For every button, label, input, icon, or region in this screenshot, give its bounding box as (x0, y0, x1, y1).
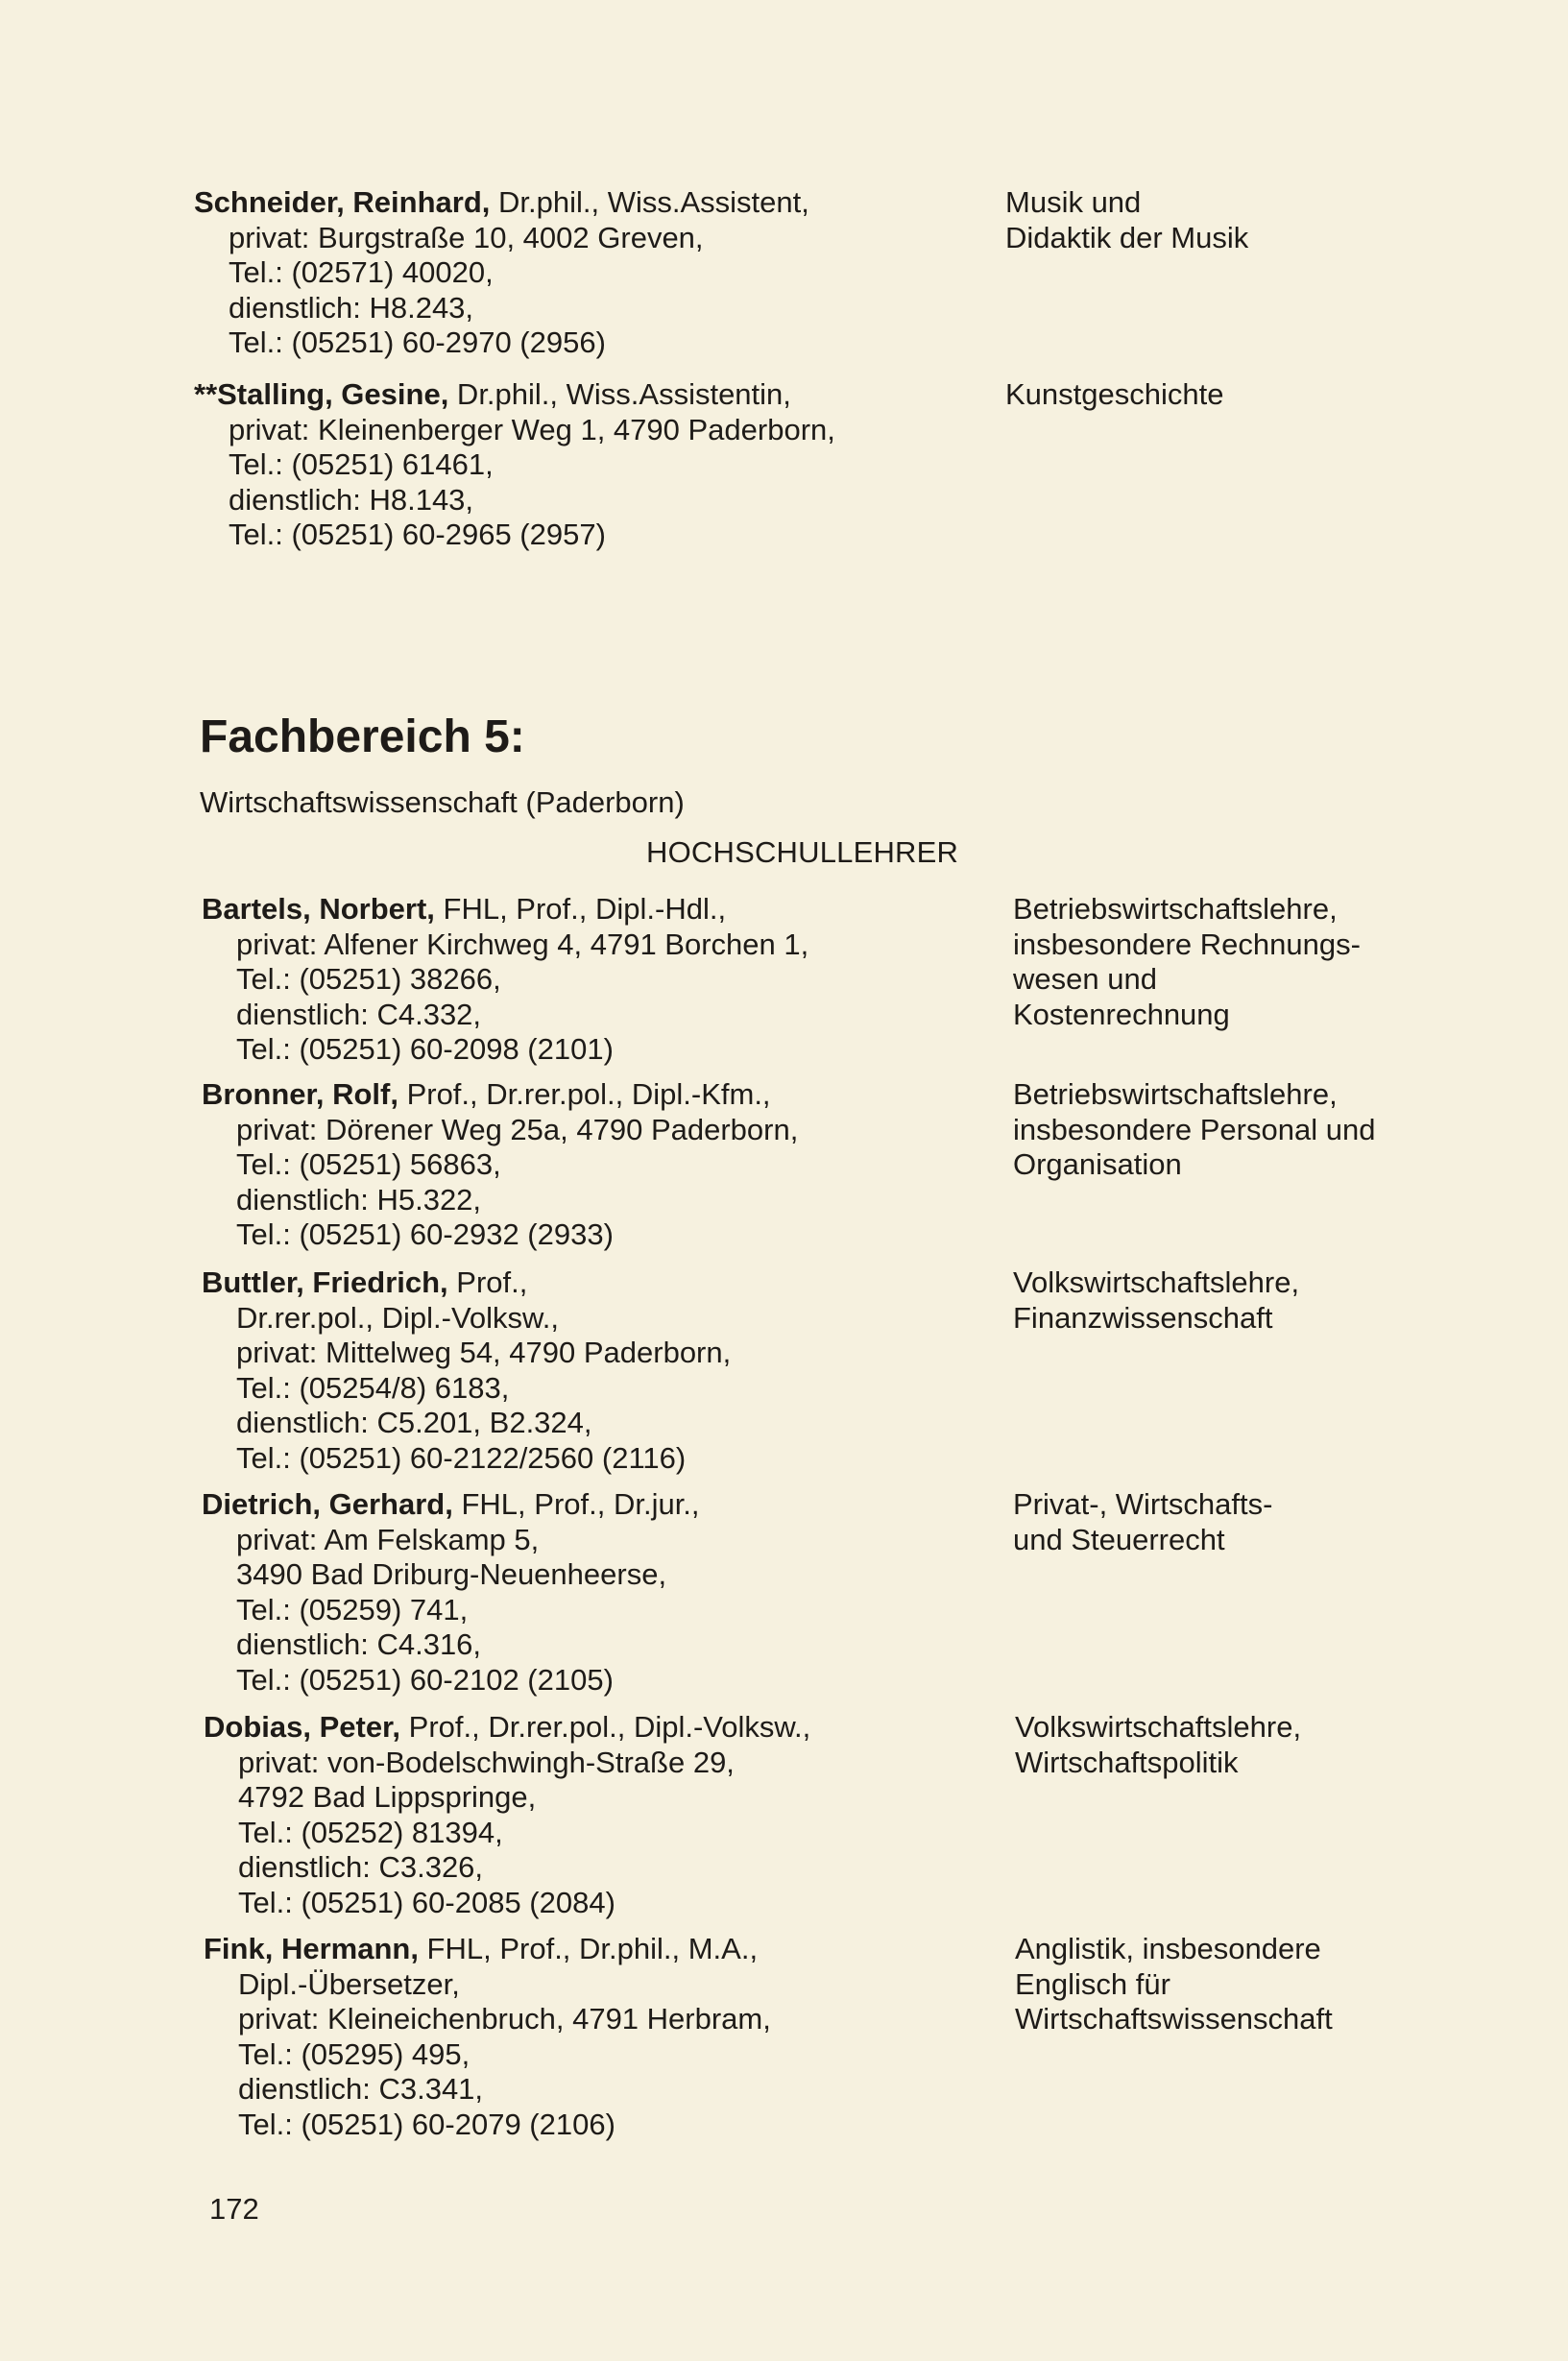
degree-line: Dipl.-Übersetzer, (238, 1966, 460, 2001)
office-phone-line: Tel.: (05251) 60-2085 (2084) (238, 1885, 615, 1919)
subject-area: Privat-, Wirtschafts- und Steuerrecht (1013, 1487, 1273, 1556)
office-line: dienstlich: C3.326, (238, 1850, 484, 1884)
subject-area: Volkswirtschaftslehre, Finanzwissenschaft (1013, 1265, 1300, 1335)
section-title: Fachbereich 5: (200, 711, 525, 762)
person-title: Dr.phil., Wiss.Assistentin, (448, 377, 791, 411)
person-block (204, 1710, 1049, 1920)
address-line: privat: Mittelweg 54, 4790 Paderborn, (236, 1336, 732, 1369)
address-line: privat: von-Bodelschwingh-Straße 29, (238, 1745, 735, 1779)
office-line: dienstlich: C5.201, B2.324, (236, 1406, 592, 1439)
name-line (202, 892, 1047, 928)
name-line (202, 1265, 1047, 1301)
person-name: Bronner, Rolf, (202, 1077, 398, 1111)
person-block (204, 1932, 1049, 2142)
person-block (194, 377, 1039, 553)
person-name: Buttler, Friedrich, (202, 1265, 448, 1299)
office-phone-line: Tel.: (05251) 60-2122/2560 (2116) (236, 1440, 687, 1475)
person-title: Prof., Dr.rer.pol., Dipl.-Kfm., (398, 1077, 771, 1111)
phone-line: Tel.: (05251) 56863, (236, 1147, 501, 1181)
subject-area: Kunstgeschichte (1005, 377, 1224, 411)
phone-line: Tel.: (02571) 40020, (229, 255, 494, 289)
name-line (202, 1487, 1047, 1523)
person-block (202, 1487, 1047, 1698)
name-line (204, 1710, 1049, 1746)
person-name: Fink, Hermann, (204, 1932, 419, 1965)
name-line (204, 1932, 1049, 1967)
person-name: **Stalling, Gesine, (194, 377, 449, 411)
address-line: privat: Burgstraße 10, 4002 Greven, (229, 220, 704, 254)
person-name: Bartels, Norbert, (202, 892, 435, 926)
person-block (194, 185, 1039, 361)
person-block (202, 1077, 1047, 1253)
name-line (194, 185, 1039, 221)
person-name: Dobias, Peter, (204, 1710, 401, 1744)
phone-line: Tel.: (05259) 741, (236, 1592, 469, 1626)
office-line: dienstlich: C3.341, (238, 2072, 484, 2106)
phone-line: Tel.: (05254/8) 6183, (236, 1370, 510, 1405)
phone-line: Tel.: (05295) 495, (238, 2036, 470, 2071)
city-line: 3490 Bad Driburg-Neuenheerse, (236, 1557, 667, 1591)
person-name: Schneider, Reinhard, (194, 185, 491, 219)
group-heading: HOCHSCHULLEHRER (646, 835, 959, 869)
subject-area: Anglistik, insbesondere Englisch für Wirtschaftswissenschaft (1015, 1932, 1333, 2036)
subject-area: Volkswirtschaftslehre, Wirtschaftspolitik (1015, 1710, 1302, 1779)
office-phone-line: Tel.: (05251) 60-2098 (2101) (236, 1032, 614, 1066)
person-title: Prof., Dr.rer.pol., Dipl.-Volksw., (400, 1710, 811, 1744)
address-line: privat: Kleinenberger Weg 1, 4790 Paderborn, (229, 412, 835, 446)
person-title: Prof., (447, 1265, 528, 1299)
city-line: 4792 Bad Lippspringe, (238, 1780, 537, 1814)
office-line: dienstlich: H8.143, (229, 482, 474, 517)
person-title: FHL, Prof., Dr.jur., (452, 1487, 700, 1521)
person-block (202, 1265, 1047, 1476)
subject-area: Musik und Didaktik der Musik (1005, 185, 1249, 254)
subject-area: Betriebswirtschaftslehre, insbesondere Rechnungs- wesen und Kostenrechnung (1013, 892, 1361, 1031)
address-line: privat: Alfener Kirchweg 4, 4791 Borchen 1, (236, 927, 809, 961)
office-line: dienstlich: C4.332, (236, 997, 482, 1031)
person-title: FHL, Prof., Dipl.-Hdl., (434, 892, 727, 926)
subject-area: Betriebswirtschaftslehre, insbesondere Personal und Organisation (1013, 1077, 1376, 1181)
degree-line: Dr.rer.pol., Dipl.-Volksw., (236, 1300, 559, 1335)
person-title: Dr.phil., Wiss.Assistent, (490, 185, 809, 219)
address-line: privat: Dörener Weg 25a, 4790 Paderborn, (236, 1112, 799, 1146)
person-name: Dietrich, Gerhard, (202, 1487, 453, 1521)
office-phone-line: Tel.: (05251) 60-2079 (2106) (238, 2107, 615, 2141)
office-phone-line: Tel.: (05251) 60-2102 (2105) (236, 1662, 614, 1697)
address-line: privat: Kleineichenbruch, 4791 Herbram, (238, 2002, 771, 2036)
office-phone-line: Tel.: (05251) 60-2932 (2933) (236, 1217, 614, 1251)
person-block (202, 892, 1047, 1068)
phone-line: Tel.: (05251) 61461, (229, 447, 494, 481)
address-line: privat: Am Felskamp 5, (236, 1522, 540, 1556)
name-line (194, 377, 1039, 413)
office-line: dienstlich: H5.322, (236, 1182, 482, 1217)
office-phone-line: Tel.: (05251) 60-2970 (2956) (229, 325, 606, 359)
office-line: dienstlich: H8.243, (229, 290, 474, 325)
person-title: FHL, Prof., Dr.phil., M.A., (418, 1932, 759, 1965)
phone-line: Tel.: (05252) 81394, (238, 1815, 503, 1849)
office-phone-line: Tel.: (05251) 60-2965 (2957) (229, 518, 606, 551)
phone-line: Tel.: (05251) 38266, (236, 962, 501, 996)
name-line (202, 1077, 1047, 1113)
section-subtitle: Wirtschaftswissenschaft (Paderborn) (200, 785, 685, 819)
page-number: 172 (209, 2192, 259, 2226)
office-line: dienstlich: C4.316, (236, 1627, 482, 1661)
